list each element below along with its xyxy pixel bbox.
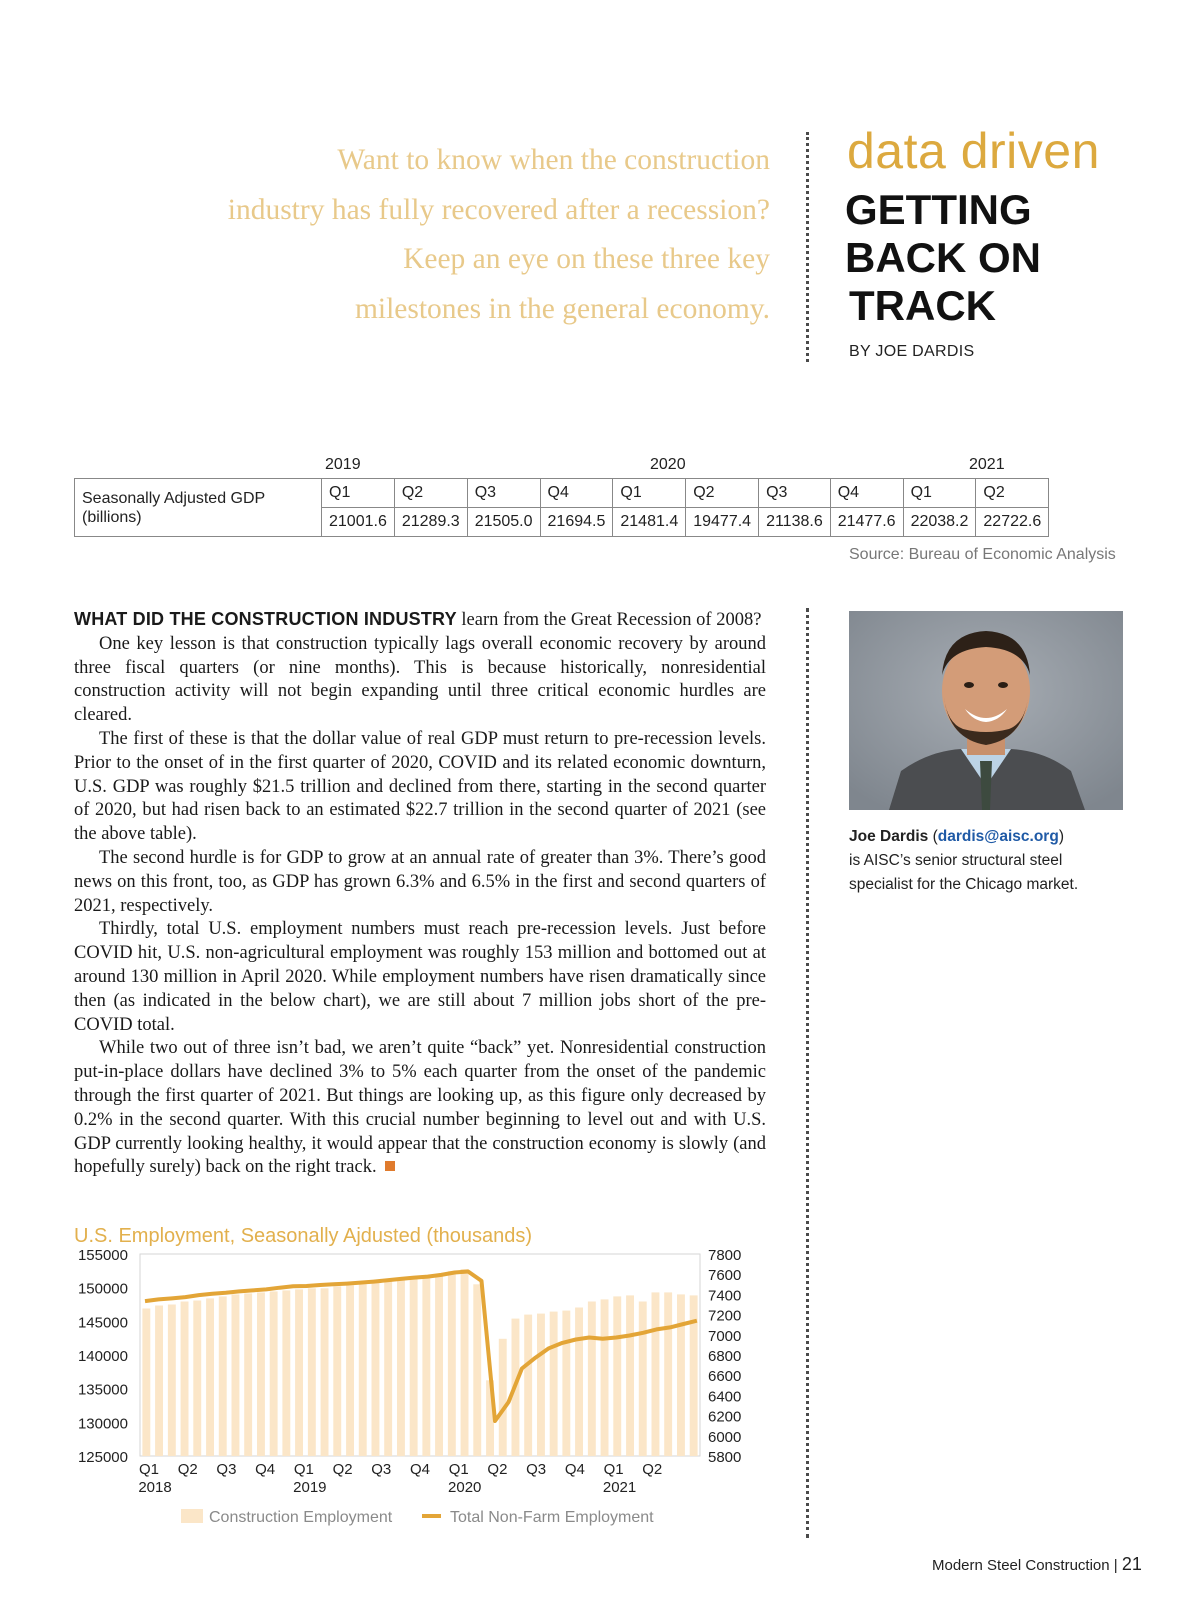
intro-quote-line: milestones in the general economy. bbox=[354, 292, 770, 325]
construction-employment-bar bbox=[206, 1298, 214, 1456]
construction-employment-bar bbox=[346, 1285, 354, 1456]
article-lead-rest: learn from the Great Recession of 2008? bbox=[456, 610, 762, 630]
construction-employment-bar bbox=[244, 1293, 252, 1456]
x-axis-quarter-label: Q1 bbox=[603, 1461, 624, 1478]
gdp-value-cell: 21694.5 bbox=[540, 508, 613, 537]
construction-employment-bar bbox=[232, 1294, 240, 1456]
right-axis-tick-label: 7600 bbox=[708, 1267, 742, 1285]
page-footer bbox=[932, 1554, 1142, 1575]
intro-quote-line: industry has fully recovered after a recession? bbox=[227, 193, 770, 226]
construction-employment-bar bbox=[537, 1314, 545, 1456]
gdp-value-cell: 21138.6 bbox=[759, 508, 831, 537]
intro-quote-line: Keep an eye on these three key bbox=[403, 243, 770, 275]
x-axis-quarter-label: Q1 bbox=[293, 1461, 314, 1478]
x-axis-quarter-label: Q2 bbox=[487, 1461, 508, 1478]
x-axis-quarter-label: Q3 bbox=[216, 1461, 237, 1478]
article-paragraph: Thirdly, total U.S. employment numbers must reach pre-recession levels. Just before COVID hit, U.S. non-agricultural employment was roughly 153 million and bottomed out at around 130 million in April 2020. While employment numbers have risen dramatically since then (as indicated in the below chart), we are still about 7 million jobs short of the pre-COVID total. bbox=[74, 919, 766, 1035]
gdp-quarter-header: Q3 bbox=[759, 479, 831, 508]
gdp-quarter-header: Q1 bbox=[322, 479, 395, 508]
x-axis-quarter-label: Q2 bbox=[332, 1461, 353, 1478]
gdp-quarter-header: Q2 bbox=[976, 479, 1049, 508]
header-divider bbox=[806, 132, 809, 362]
construction-employment-bar bbox=[181, 1302, 189, 1457]
construction-employment-bar bbox=[384, 1281, 392, 1456]
gdp-row-label: Seasonally Adjusted GDP (billions) bbox=[75, 479, 322, 537]
gdp-quarter-header: Q1 bbox=[903, 479, 976, 508]
construction-employment-bar bbox=[193, 1301, 201, 1457]
gdp-quarter-header: Q3 bbox=[467, 479, 540, 508]
bio-paren-close: ) bbox=[1058, 828, 1064, 845]
magazine-name: Modern Steel Construction bbox=[932, 1557, 1110, 1574]
right-axis-tick-label: 6200 bbox=[708, 1408, 742, 1426]
construction-employment-bar bbox=[282, 1290, 290, 1456]
construction-employment-bar bbox=[664, 1292, 672, 1456]
construction-employment-bar bbox=[422, 1276, 430, 1456]
author-email-link[interactable]: dardis@aisc.org bbox=[937, 828, 1059, 845]
x-axis-year-label: 2018 bbox=[138, 1479, 172, 1496]
construction-employment-bar bbox=[448, 1271, 456, 1456]
construction-employment-bar bbox=[410, 1278, 418, 1456]
column-divider bbox=[806, 608, 809, 1538]
article-lead-in: WHAT DID THE CONSTRUCTION INDUSTRY bbox=[74, 609, 457, 629]
construction-employment-bar bbox=[575, 1308, 583, 1457]
byline: BY JOE DARDIS bbox=[849, 343, 975, 360]
author-photo bbox=[849, 611, 1123, 810]
construction-employment-bar bbox=[613, 1296, 621, 1456]
bio-paren-open: ( bbox=[928, 828, 938, 845]
gdp-year-label: 2021 bbox=[969, 456, 1005, 473]
construction-employment-bar bbox=[601, 1299, 609, 1456]
construction-employment-bar bbox=[359, 1284, 367, 1456]
gdp-source-note: Source: Bureau of Economic Analysis bbox=[849, 546, 1116, 563]
construction-employment-bar bbox=[333, 1286, 341, 1456]
left-axis-tick-label: 130000 bbox=[77, 1415, 128, 1433]
right-axis-tick-label: 6800 bbox=[708, 1348, 742, 1365]
construction-employment-bar bbox=[461, 1269, 469, 1456]
left-axis-tick-label: 145000 bbox=[77, 1314, 128, 1332]
construction-employment-bar bbox=[219, 1296, 227, 1456]
construction-employment-bar bbox=[677, 1294, 685, 1456]
gdp-value-cell: 21477.6 bbox=[830, 508, 903, 537]
left-axis-tick-label: 140000 bbox=[77, 1348, 128, 1365]
x-axis-quarter-label: Q4 bbox=[409, 1461, 431, 1478]
author-name: Joe Dardis bbox=[849, 828, 929, 845]
article-paragraph: The first of these is that the dollar value of real GDP must return to pre-recession levels. Prior to the onset of in the first quarter of 2020, COVID and its related economic downturn, U.S. GDP was roughly $21.5 trillion and declined from there, starting in the second quarter of 2020, but had risen back to an estimated $22.7 trillion in the second quarter of 2021 (see the above table). bbox=[74, 728, 766, 845]
x-axis-quarter-label: Q3 bbox=[371, 1461, 392, 1478]
gdp-year-label: 2019 bbox=[325, 456, 361, 473]
x-axis-quarter-label: Q2 bbox=[642, 1461, 663, 1478]
chart-title: U.S. Employment, Seasonally Ajdusted (thousands) bbox=[74, 1225, 533, 1247]
gdp-quarter-header: Q4 bbox=[540, 479, 613, 508]
construction-employment-bar bbox=[321, 1288, 329, 1456]
left-axis-tick-label: 135000 bbox=[77, 1381, 128, 1399]
construction-employment-bar bbox=[588, 1302, 596, 1457]
gdp-value-cell: 22722.6 bbox=[976, 508, 1049, 537]
construction-employment-bar bbox=[168, 1305, 176, 1457]
end-of-article-mark bbox=[385, 1161, 395, 1171]
headline-line: GETTING bbox=[845, 186, 1032, 233]
construction-employment-bar bbox=[397, 1279, 405, 1456]
x-axis-quarter-label: Q2 bbox=[177, 1461, 198, 1478]
article-paragraph: One key lesson is that construction typically lags overall economic recovery by around three fiscal quarters (or nine months). This is because historically, nonresidential construction activity will not begin expanding until three critical economic hurdles are cleared. bbox=[74, 633, 766, 726]
article-paragraph bbox=[74, 1037, 766, 1180]
article-last-text: While two out of three isn’t bad, we aren’t quite “back” yet. Nonresidential construction put-in-place dollars have declined 3% to 5% each quarter from the onset of the pandemic through the first quarter of 2021. But things are looking up, as this figure only decreased by 0.2% in the second quarter. With this crucial number beginning to level out and with U.S. GDP currently looking healthy, it would appear that the construction economy is slowly (and hopefully surely) back on the right track. bbox=[74, 1038, 766, 1178]
gdp-value-cell: 21289.3 bbox=[394, 508, 467, 537]
right-axis-tick-label: 7200 bbox=[708, 1307, 742, 1325]
construction-employment-bar bbox=[308, 1288, 316, 1456]
gdp-value-cell: 21481.4 bbox=[613, 508, 686, 537]
gdp-year-label: 2020 bbox=[650, 456, 686, 473]
gdp-quarter-row bbox=[75, 479, 1049, 508]
x-axis-quarter-label: Q1 bbox=[138, 1461, 160, 1478]
legend-swatch-construction bbox=[181, 1509, 203, 1523]
page-number: 21 bbox=[1121, 1554, 1142, 1574]
construction-employment-bar bbox=[473, 1284, 481, 1456]
intro-pull-quote bbox=[180, 136, 770, 334]
headline-line: BACK ON bbox=[845, 234, 1041, 281]
x-axis-year-label: 2019 bbox=[293, 1479, 327, 1496]
left-axis-tick-label: 155000 bbox=[77, 1248, 128, 1264]
construction-employment-bar bbox=[257, 1292, 265, 1456]
legend-label-construction: Construction Employment bbox=[209, 1509, 393, 1526]
right-axis-tick-label: 5800 bbox=[708, 1449, 742, 1466]
construction-employment-bar bbox=[562, 1311, 570, 1456]
gdp-quarter-header: Q2 bbox=[394, 479, 467, 508]
employment-chart bbox=[60, 1248, 780, 1548]
headline-line: TRACK bbox=[849, 282, 996, 329]
footer-separator: | bbox=[1109, 1557, 1122, 1574]
construction-employment-bar bbox=[524, 1315, 532, 1456]
intro-quote-line: Want to know when the construction bbox=[337, 144, 770, 176]
gdp-value-cell: 22038.2 bbox=[903, 508, 976, 537]
legend-label-nonfarm: Total Non-Farm Employment bbox=[450, 1509, 654, 1526]
construction-employment-bar bbox=[372, 1282, 380, 1456]
article-paragraph bbox=[74, 608, 766, 633]
construction-employment-bar bbox=[142, 1309, 150, 1457]
x-axis-quarter-label: Q4 bbox=[255, 1461, 276, 1478]
x-axis-quarter-label: Q4 bbox=[564, 1461, 585, 1478]
right-axis-tick-label: 7400 bbox=[708, 1287, 742, 1305]
right-axis-tick-label: 6600 bbox=[708, 1368, 742, 1386]
construction-employment-bar bbox=[295, 1289, 303, 1456]
x-axis-year-label: 2020 bbox=[448, 1479, 482, 1496]
construction-employment-bar bbox=[550, 1312, 558, 1456]
left-axis-tick-label: 150000 bbox=[77, 1280, 128, 1298]
right-axis-tick-label: 7000 bbox=[708, 1327, 742, 1345]
construction-employment-bar bbox=[626, 1295, 634, 1456]
gdp-table bbox=[74, 478, 1049, 537]
gdp-value-cell: 21505.0 bbox=[467, 508, 540, 537]
construction-employment-bar bbox=[435, 1274, 443, 1456]
article-body bbox=[74, 608, 766, 1180]
x-axis-quarter-label: Q3 bbox=[526, 1461, 547, 1478]
article-paragraph: The second hurdle is for GDP to grow at an annual rate of greater than 3%. There’s good news on this front, too, as GDP has grown 6.3% and 6.5% in the first and second quarters of 2021, respectively. bbox=[74, 847, 766, 916]
gdp-quarter-header: Q4 bbox=[830, 479, 903, 508]
gdp-value-cell: 21001.6 bbox=[322, 508, 395, 537]
right-axis-tick-label: 6400 bbox=[708, 1388, 742, 1406]
construction-employment-bar bbox=[155, 1306, 163, 1457]
x-axis-year-label: 2021 bbox=[602, 1479, 637, 1496]
gdp-quarter-header: Q2 bbox=[686, 479, 759, 508]
construction-employment-bar bbox=[652, 1292, 660, 1456]
gdp-value-cell: 19477.4 bbox=[686, 508, 759, 537]
author-bio-text: is AISC’s senior structural steel specialist for the Chicago market. bbox=[849, 852, 1079, 893]
right-axis-tick-label: 7800 bbox=[708, 1248, 742, 1264]
right-axis-tick-label: 6000 bbox=[708, 1428, 742, 1446]
construction-employment-bar bbox=[499, 1339, 507, 1456]
section-name: data driven bbox=[847, 123, 1100, 179]
gdp-quarter-header: Q1 bbox=[613, 479, 686, 508]
author-bio bbox=[849, 825, 1123, 897]
x-axis-quarter-label: Q1 bbox=[448, 1461, 469, 1478]
left-axis-tick-label: 125000 bbox=[77, 1449, 128, 1466]
construction-employment-bar bbox=[270, 1291, 278, 1456]
construction-employment-bar bbox=[639, 1302, 647, 1457]
